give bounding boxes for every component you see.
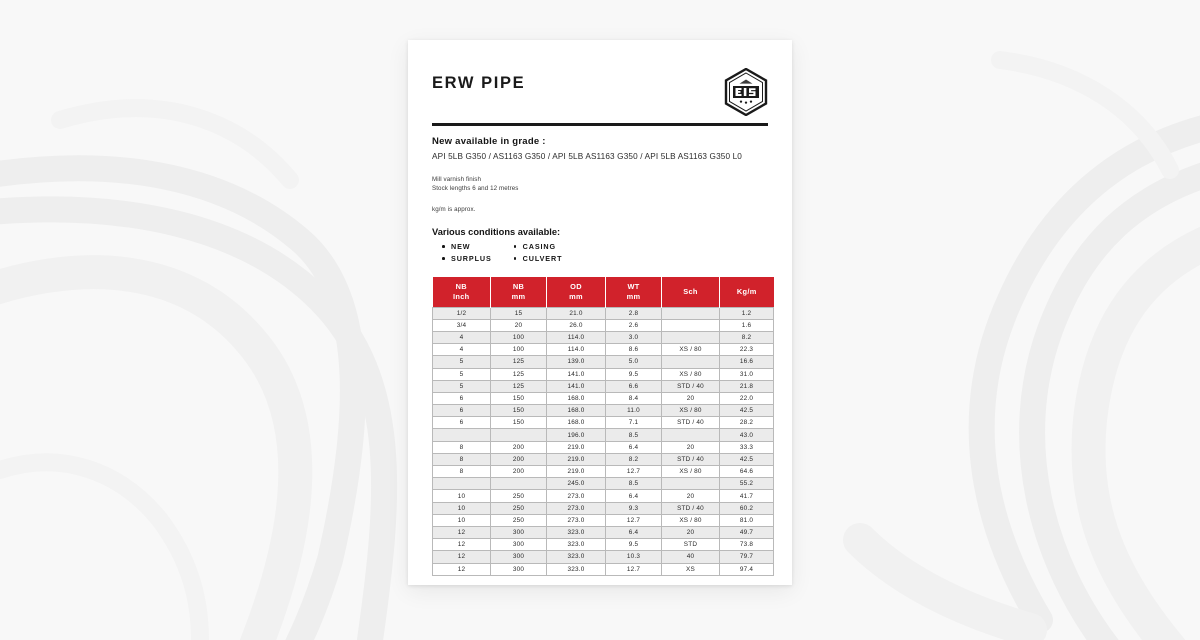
table-cell: 100: [491, 331, 547, 343]
column-header-sub: mm: [626, 291, 641, 301]
table-cell: 6.4: [606, 441, 662, 453]
grade-heading: New available in grade :: [432, 135, 546, 147]
table-cell: 323.0: [547, 539, 606, 551]
table-cell: 33.3: [720, 441, 774, 453]
table-row: [433, 356, 774, 368]
column-header-sub: mm: [511, 291, 526, 301]
table-cell: 31.0: [720, 368, 774, 380]
table-cell: 20: [662, 441, 720, 453]
table-cell: 8: [433, 466, 491, 478]
table-cell: 139.0: [547, 356, 606, 368]
table-cell: 125: [491, 356, 547, 368]
table-cell: 22.3: [720, 344, 774, 356]
table-cell: 21.8: [720, 380, 774, 392]
table-cell: 8.6: [606, 344, 662, 356]
table-row: [433, 502, 774, 514]
table-cell: 219.0: [547, 466, 606, 478]
column-header: [491, 277, 547, 307]
finish-note-line-1: Mill varnish finish: [432, 175, 482, 183]
table-cell: [662, 478, 720, 490]
condition-item: NEW: [442, 241, 492, 253]
conditions-heading: Various conditions available:: [432, 227, 561, 238]
table-row: [433, 392, 774, 404]
table-cell: STD / 40: [662, 380, 720, 392]
table-cell: 219.0: [547, 441, 606, 453]
title-divider: [432, 123, 768, 126]
table-cell: 8.5: [606, 429, 662, 441]
table-cell: 1.2: [720, 307, 774, 319]
table-cell: 20: [491, 319, 547, 331]
page-title: ERW PIPE: [432, 74, 526, 92]
column-header: [662, 277, 720, 307]
table-cell: 10: [433, 502, 491, 514]
table-cell: 323.0: [547, 526, 606, 538]
table-cell: 300: [491, 526, 547, 538]
table-cell: 6: [433, 392, 491, 404]
table-cell: 200: [491, 453, 547, 465]
table-cell: 5.0: [606, 356, 662, 368]
table-cell: 125: [491, 380, 547, 392]
table-row: [433, 368, 774, 380]
table-cell: 4: [433, 344, 491, 356]
table-cell: 8.2: [720, 331, 774, 343]
table-cell: 5: [433, 368, 491, 380]
table-row: [433, 490, 774, 502]
column-header-main: Sch: [683, 286, 698, 296]
table-row: [433, 526, 774, 538]
table-cell: 60.2: [720, 502, 774, 514]
table-row: [433, 466, 774, 478]
table-cell: 323.0: [547, 551, 606, 563]
table-row: [433, 344, 774, 356]
table-cell: 79.7: [720, 551, 774, 563]
condition-item: CULVERT: [514, 253, 563, 265]
table-cell: STD / 40: [662, 417, 720, 429]
conditions-lists: [442, 241, 768, 264]
table-cell: 10: [433, 490, 491, 502]
table-row: [433, 319, 774, 331]
table-cell: 219.0: [547, 453, 606, 465]
column-header: [720, 277, 774, 307]
table-cell: 49.7: [720, 526, 774, 538]
table-cell: 5: [433, 356, 491, 368]
table-cell: 81.0: [720, 514, 774, 526]
sheet-header: [432, 68, 768, 116]
condition-item: CASING: [514, 241, 563, 253]
table-cell: 12.7: [606, 563, 662, 575]
table-cell: 22.0: [720, 392, 774, 404]
table-cell: XS / 80: [662, 368, 720, 380]
table-cell: 168.0: [547, 405, 606, 417]
table-cell: 10: [433, 514, 491, 526]
table-cell: XS / 80: [662, 466, 720, 478]
table-row: [433, 417, 774, 429]
table-cell: [662, 331, 720, 343]
table-cell: 3/4: [433, 319, 491, 331]
table-head: [433, 277, 774, 307]
table-cell: 6.6: [606, 380, 662, 392]
table-cell: 10.3: [606, 551, 662, 563]
table-cell: 8.5: [606, 478, 662, 490]
table-cell: 11.0: [606, 405, 662, 417]
table-cell: [662, 429, 720, 441]
table-cell: 12: [433, 563, 491, 575]
table-cell: 245.0: [547, 478, 606, 490]
table-cell: 3.0: [606, 331, 662, 343]
column-header-sub: Inch: [453, 291, 470, 301]
table-cell: 64.6: [720, 466, 774, 478]
table-cell: 300: [491, 539, 547, 551]
table-row: [433, 563, 774, 575]
table-cell: 43.0: [720, 429, 774, 441]
table-cell: 73.8: [720, 539, 774, 551]
table-cell: 9.3: [606, 502, 662, 514]
table-cell: 20: [662, 526, 720, 538]
table-cell: 168.0: [547, 417, 606, 429]
table-cell: 114.0: [547, 331, 606, 343]
table-body: [433, 307, 774, 575]
table-cell: [662, 356, 720, 368]
table-row: [433, 380, 774, 392]
spec-sheet-page: [408, 40, 792, 585]
table-cell: 15: [491, 307, 547, 319]
pipe-spec-table: [432, 277, 774, 576]
table-cell: 42.5: [720, 405, 774, 417]
table-cell: 26.0: [547, 319, 606, 331]
conditions-column-left: [442, 241, 492, 264]
table-row: [433, 478, 774, 490]
table-cell: 5: [433, 380, 491, 392]
table-row: [433, 405, 774, 417]
table-cell: 150: [491, 417, 547, 429]
eis-hexagon-logo-icon: [724, 68, 768, 116]
table-cell: 323.0: [547, 563, 606, 575]
table-cell: 273.0: [547, 490, 606, 502]
table-cell: 8: [433, 441, 491, 453]
column-header-main: OD: [570, 281, 582, 291]
table-cell: 6: [433, 405, 491, 417]
table-cell: XS / 80: [662, 405, 720, 417]
table-cell: 8.2: [606, 453, 662, 465]
table-cell: 7.1: [606, 417, 662, 429]
table-cell: [433, 478, 491, 490]
table-cell: 8.4: [606, 392, 662, 404]
table-cell: 12: [433, 526, 491, 538]
column-header-main: Kg/m: [736, 286, 757, 296]
table-cell: 141.0: [547, 380, 606, 392]
table-cell: 6.4: [606, 526, 662, 538]
table-row: [433, 551, 774, 563]
table-cell: [491, 429, 547, 441]
grade-list: API 5LB G350 / AS1163 G350 / API 5LB AS1163 G350 / API 5LB AS1163 G350 L0: [432, 151, 743, 161]
table-row: [433, 539, 774, 551]
table-cell: 12.7: [606, 514, 662, 526]
table-cell: 300: [491, 563, 547, 575]
column-header-main: WT: [627, 281, 640, 291]
column-header-main: NB: [512, 281, 525, 291]
table-cell: 1/2: [433, 307, 491, 319]
table-cell: XS / 80: [662, 344, 720, 356]
table-cell: 4: [433, 331, 491, 343]
column-header: [433, 277, 491, 307]
table-cell: 250: [491, 514, 547, 526]
table-cell: XS: [662, 563, 720, 575]
table-cell: [433, 429, 491, 441]
table-cell: 273.0: [547, 514, 606, 526]
table-cell: 16.6: [720, 356, 774, 368]
table-cell: 168.0: [547, 392, 606, 404]
condition-item: SURPLUS: [442, 253, 492, 265]
table-cell: 2.8: [606, 307, 662, 319]
table-cell: 9.5: [606, 368, 662, 380]
table-cell: 40: [662, 551, 720, 563]
finish-note-line-2: Stock lengths 6 and 12 metres: [432, 185, 519, 193]
table-row: [433, 307, 774, 319]
column-header: [547, 277, 606, 307]
table-cell: [662, 307, 720, 319]
table-cell: 250: [491, 490, 547, 502]
table-row: [433, 514, 774, 526]
table-cell: 150: [491, 392, 547, 404]
table-cell: STD / 40: [662, 502, 720, 514]
table-row: [433, 441, 774, 453]
table-cell: 114.0: [547, 344, 606, 356]
table-cell: 141.0: [547, 368, 606, 380]
table-cell: 9.5: [606, 539, 662, 551]
table-cell: 12: [433, 551, 491, 563]
table-cell: 2.6: [606, 319, 662, 331]
table-row: [433, 331, 774, 343]
table-cell: 97.4: [720, 563, 774, 575]
table-cell: 100: [491, 344, 547, 356]
table-cell: 6: [433, 417, 491, 429]
table-cell: 41.7: [720, 490, 774, 502]
table-cell: 150: [491, 405, 547, 417]
approx-note: kg/m is approx.: [432, 205, 476, 213]
table-cell: 273.0: [547, 502, 606, 514]
table-cell: 20: [662, 392, 720, 404]
column-header: [606, 277, 662, 307]
table-cell: 20: [662, 490, 720, 502]
table-cell: 1.6: [720, 319, 774, 331]
table-cell: 55.2: [720, 478, 774, 490]
column-header-main: NB: [455, 281, 467, 291]
table-cell: [491, 478, 547, 490]
conditions-column-right: [514, 241, 563, 264]
table-cell: XS / 80: [662, 514, 720, 526]
table-cell: 6.4: [606, 490, 662, 502]
table-cell: 300: [491, 551, 547, 563]
table-cell: STD: [662, 539, 720, 551]
table-cell: 200: [491, 466, 547, 478]
table-cell: 125: [491, 368, 547, 380]
table-cell: 12: [433, 539, 491, 551]
table-cell: [662, 319, 720, 331]
table-header-row: [433, 277, 774, 307]
table-cell: STD / 40: [662, 453, 720, 465]
table-cell: 250: [491, 502, 547, 514]
table-cell: 12.7: [606, 466, 662, 478]
table-cell: 200: [491, 441, 547, 453]
table-cell: 196.0: [547, 429, 606, 441]
table-cell: 42.5: [720, 453, 774, 465]
table-row: [433, 453, 774, 465]
table-cell: 21.0: [547, 307, 606, 319]
column-header-sub: mm: [569, 291, 583, 301]
table-row: [433, 429, 774, 441]
table-cell: 8: [433, 453, 491, 465]
table-cell: 28.2: [720, 417, 774, 429]
